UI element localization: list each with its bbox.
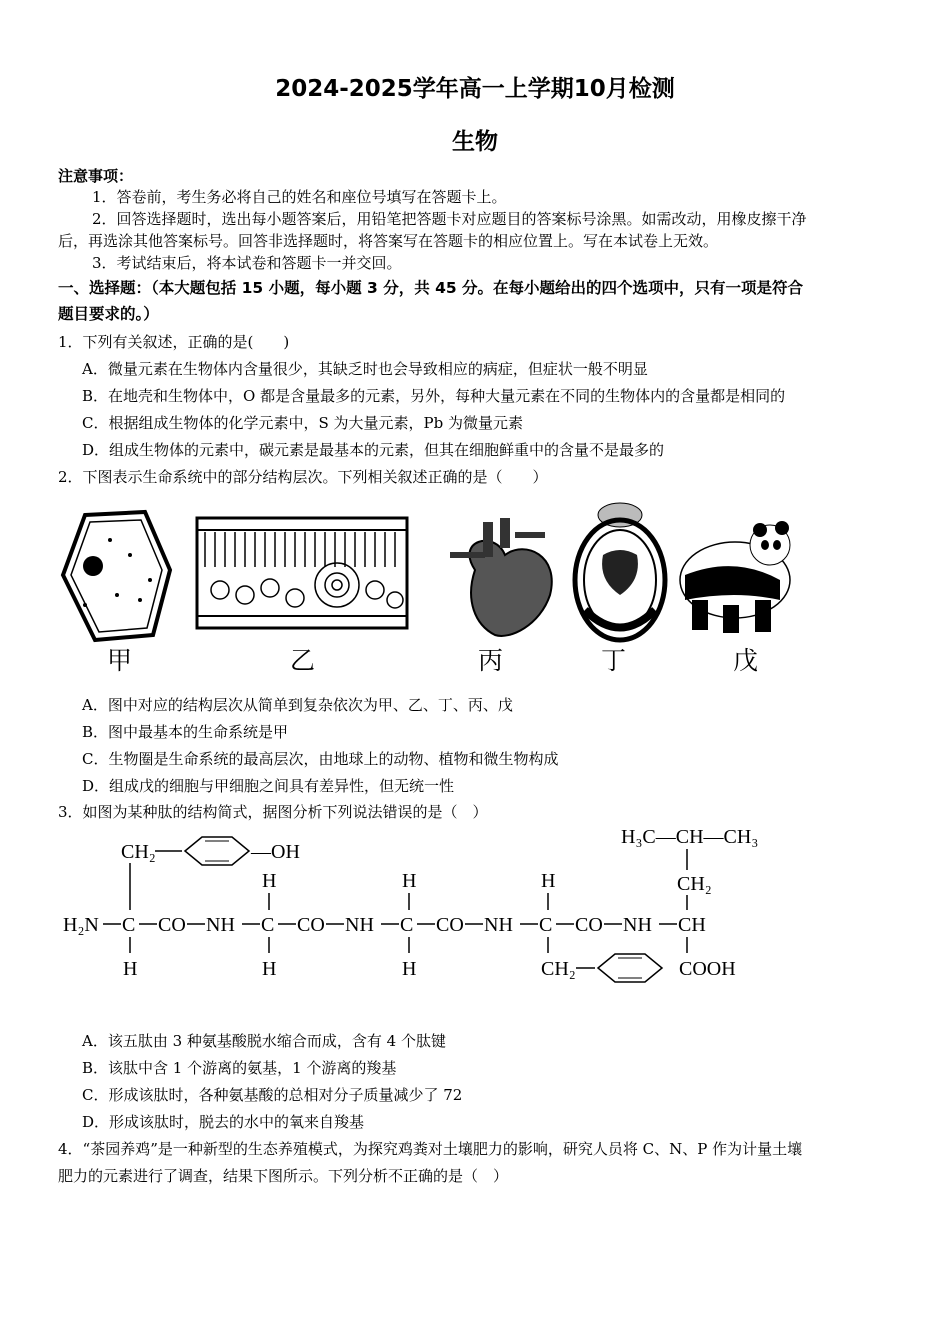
q3-option-c: C．形成该肽时，各种氨基酸的总相对分子质量减少了 72 xyxy=(82,1086,463,1104)
section-heading-line2: 题目要求的。） xyxy=(58,305,159,323)
leaf-tissue-image xyxy=(197,518,407,628)
q1-option-b: B．在地壳和生物体中，O 都是含量最多的元素，另外，每种大量元素在不同的生物体内的含量都是相同的 xyxy=(82,387,786,405)
label-ding: 丁 xyxy=(601,646,627,675)
q2-stem: 2．下图表示生命系统中的部分结构层次。下列相关叙述正确的是（ ） xyxy=(58,468,548,486)
nh-2: NH xyxy=(345,914,374,936)
carboxyl-group: COOH xyxy=(679,958,736,980)
c-alpha-3: C xyxy=(400,914,414,936)
plant-cell-image xyxy=(63,512,170,640)
label-wu: 戊 xyxy=(733,646,759,675)
q1-option-d: D．组成生物体的元素中，碳元素是最基本的元素，但其在细胞鲜重中的含量不是最多的 xyxy=(82,441,665,459)
nh-3: NH xyxy=(484,914,513,936)
ch-alpha-5: CH xyxy=(678,914,706,936)
q3-option-d: D．形成该肽时，脱去的水中的氧来自羧基 xyxy=(82,1113,365,1131)
nh-1: NH xyxy=(206,914,235,936)
ch2-phe: CH₂ xyxy=(541,958,576,980)
q4-stem-line1: 4．“茶园养鸡”是一种新型的生态养殖模式，为探究鸡粪对土壤肥力的影响，研究人员将 C、N、P 作为计量土壤 xyxy=(58,1140,803,1158)
q4-stem-line2: 肥力的元素进行了调查，结果下图所示。下列分析不正确的是（ ） xyxy=(58,1167,509,1185)
q2-option-c: C．生物圈是生命系统的最高层次，由地球上的动物、植物和微生物构成 xyxy=(82,750,559,768)
hydroxyl-group: —OH xyxy=(251,841,300,863)
q1-stem: 1．下列有关叙述，正确的是( ) xyxy=(58,333,290,351)
q2-option-b: B．图中最基本的生命系统是甲 xyxy=(82,723,289,741)
q2-option-a: A．图中对应的结构层次从简单到复杂依次为甲、乙、丁、丙、戊 xyxy=(82,696,513,714)
heart-image xyxy=(450,518,552,636)
notes-heading: 注意事项： xyxy=(58,167,134,185)
q3-option-b: B．该肽中含 1 个游离的氨基，1 个游离的羧基 xyxy=(82,1059,397,1077)
h-lower-1: H xyxy=(123,958,138,980)
co-4: CO xyxy=(575,914,603,936)
c-alpha-1: C xyxy=(122,914,136,936)
h-upper-3: H xyxy=(402,870,417,892)
section-heading-line1: 一、选择题：（本大题包括 15 小题，每小题 3 分，共 45 分。在每小题给出的四个选项中，只有一项是符合 xyxy=(58,279,804,297)
c-alpha-4: C xyxy=(539,914,553,936)
q3-option-a: A．该五肽由 3 种氨基酸脱水缩合而成，含有 4 个肽键 xyxy=(82,1032,446,1050)
q2-option-d: D．组成戊的细胞与甲细胞之间具有差异性，但无统一性 xyxy=(82,777,455,795)
panda-image xyxy=(680,521,790,633)
nh-4: NH xyxy=(623,914,652,936)
subject-title: 生物 xyxy=(452,129,498,155)
label-jia: 甲 xyxy=(107,646,133,675)
h-upper-4: H xyxy=(541,870,556,892)
isobutyl-group: H₃C—CH—CH₃ xyxy=(621,826,759,848)
life-levels-figure xyxy=(55,500,815,680)
peptide-formula xyxy=(55,815,795,1015)
co-1: CO xyxy=(158,914,186,936)
ch2-tyr: CH₂ xyxy=(121,841,156,863)
c-alpha-2: C xyxy=(261,914,275,936)
label-yi: 乙 xyxy=(290,646,316,675)
co-3: CO xyxy=(436,914,464,936)
h-lower-2: H xyxy=(262,958,277,980)
h-upper-2: H xyxy=(262,870,277,892)
q1-option-c: C．根据组成生物体的化学元素中，S 为大量元素，Pb 为微量元素 xyxy=(82,414,523,432)
note-1: 1．答卷前，考生务必将自己的姓名和座位号填写在答题卡上。 xyxy=(92,188,507,206)
label-bing: 丙 xyxy=(478,646,504,675)
co-2: CO xyxy=(297,914,325,936)
h-lower-3: H xyxy=(402,958,417,980)
exam-title: 2024-2025学年高一上学期10月检测 xyxy=(275,76,675,102)
note-2a: 2．回答选择题时，选出每小题答案后，用铅笔把答题卡对应题目的答案标号涂黑。如需改动，用橡皮擦干净 xyxy=(92,210,807,228)
circulatory-system-image xyxy=(575,503,665,640)
q1-option-a: A．微量元素在生物体内含量很少，其缺乏时也会导致相应的病症，但症状一般不明显 xyxy=(82,360,648,378)
note-2b: 后，再选涂其他答案标号。回答非选择题时，将答案写在答题卡的相应位置上。写在本试卷上无效。 xyxy=(58,232,719,250)
note-3: 3．考试结束后，将本试卷和答题卡一并交回。 xyxy=(92,254,402,272)
q3-stem: 3．如图为某种肽的结构简式，据图分析下列说法错误的是（ ） xyxy=(58,803,488,821)
ch2-right: CH₂ xyxy=(677,873,712,895)
amino-group: H₂N xyxy=(63,914,99,936)
